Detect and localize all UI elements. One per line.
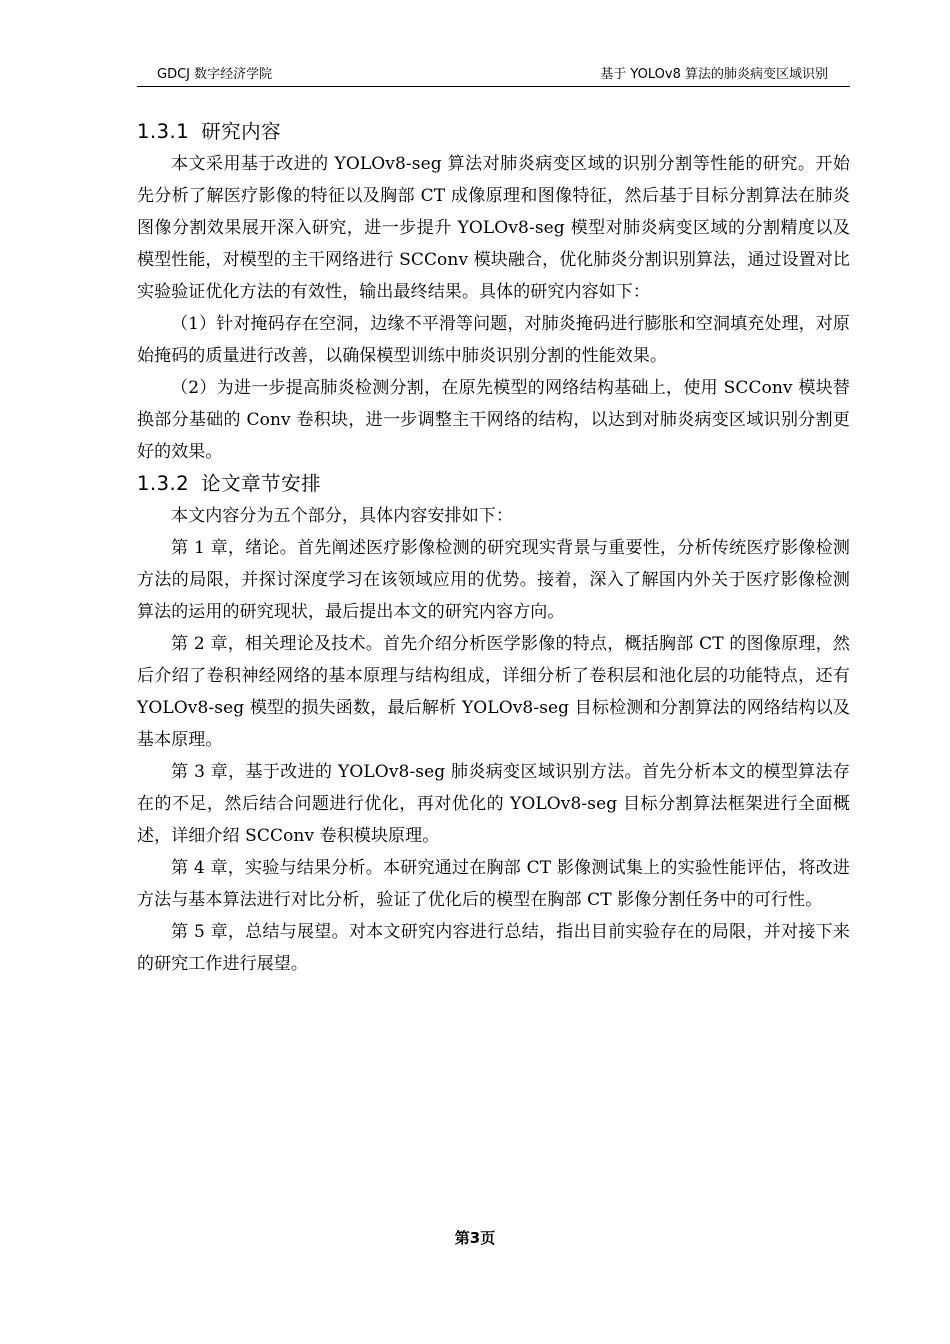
body-paragraph: 第 3 章，基于改进的 YOLOv8-seg 肺炎病变区域识别方法。首先分析本文的模型算法存在的不足，然后结合问题进行优化，再对优化的 YOLOv8-seg 目标分割算法框架进行全面概述，详细介绍 SCConv 卷积模块原理。 [137, 762, 850, 846]
section-number: 1.3.2 [137, 472, 190, 495]
page-number: 第3页 [454, 1229, 496, 1247]
body-paragraph: 本文内容分为五个部分，具体内容安排如下： [171, 506, 513, 526]
section-title: 论文章节安排 [201, 472, 322, 495]
section-research-content [137, 116, 850, 468]
section-title: 研究内容 [201, 120, 282, 143]
header-left-text: GDCJ 数字经济学院 [157, 67, 273, 82]
page-content [137, 116, 850, 980]
header-right-text: 基于 YOLOv8 算法的肺炎病变区域识别 [600, 67, 828, 82]
body-paragraph: 第 1 章，绪论。首先阐述医疗影像检测的研究现实背景与重要性，分析传统医疗影像检测方法的局限，并探讨深度学习在该领域应用的优势。接着，深入了解国内外关于医疗影像检测算法的运用的研究现状，最后提出本文的研究内容方向。 [137, 538, 850, 622]
body-paragraph: （1）针对掩码存在空洞，边缘不平滑等问题，对肺炎掩码进行膨胀和空洞填充处理，对原始掩码的质量进行改善，以确保模型训练中肺炎识别分割的性能效果。 [137, 314, 850, 366]
body-paragraph: （2）为进一步提高肺炎检测分割，在原先模型的网络结构基础上，使用 SCConv 模块替换部分基础的 Conv 卷积块，进一步调整主干网络的结构，以达到对肺炎病变区域识别分割更好的效果。 [137, 378, 850, 462]
body-paragraph: 第 4 章，实验与结果分析。本研究通过在胸部 CT 影像测试集上的实验性能评估，将改进方法与基本算法进行对比分析，验证了优化后的模型在胸部 CT 影像分割任务中的可行性。 [137, 858, 850, 910]
body-paragraph: 第 5 章，总结与展望。对本文研究内容进行总结，指出目前实验存在的局限，并对接下来的研究工作进行展望。 [137, 922, 850, 974]
body-paragraph: 第 2 章，相关理论及技术。首先介绍分析医学影像的特点，概括胸部 CT 的图像原理，然后介绍了卷积神经网络的基本原理与结构组成，详细分析了卷积层和池化层的功能特点，还有 YOLOv8-seg 模型的损失函数，最后解析 YOLOv8-seg 目标检测和分割算法的网络结构以及基本原理。 [137, 634, 850, 750]
body-paragraph: 本文采用基于改进的 YOLOv8-seg 算法对肺炎病变区域的识别分割等性能的研究。开始先分析了解医疗影像的特征以及胸部 CT 成像原理和图像特征，然后基于目标分割算法在肺炎图像分割效果展开深入研究，进一步提升 YOLOv8-seg 模型对肺炎病变区域的分割精度以及模型性能，对模型的主干网络进行 SCConv 模块融合，优化肺炎分割识别算法，通过设置对比实验验证优化方法的有效性，输出最终结果。具体的研究内容如下： [137, 154, 850, 302]
section-heading [137, 468, 850, 500]
section-heading [137, 116, 850, 148]
section-number: 1.3.1 [137, 120, 190, 143]
section-chapter-arrangement [137, 468, 850, 980]
page-header [137, 66, 850, 87]
